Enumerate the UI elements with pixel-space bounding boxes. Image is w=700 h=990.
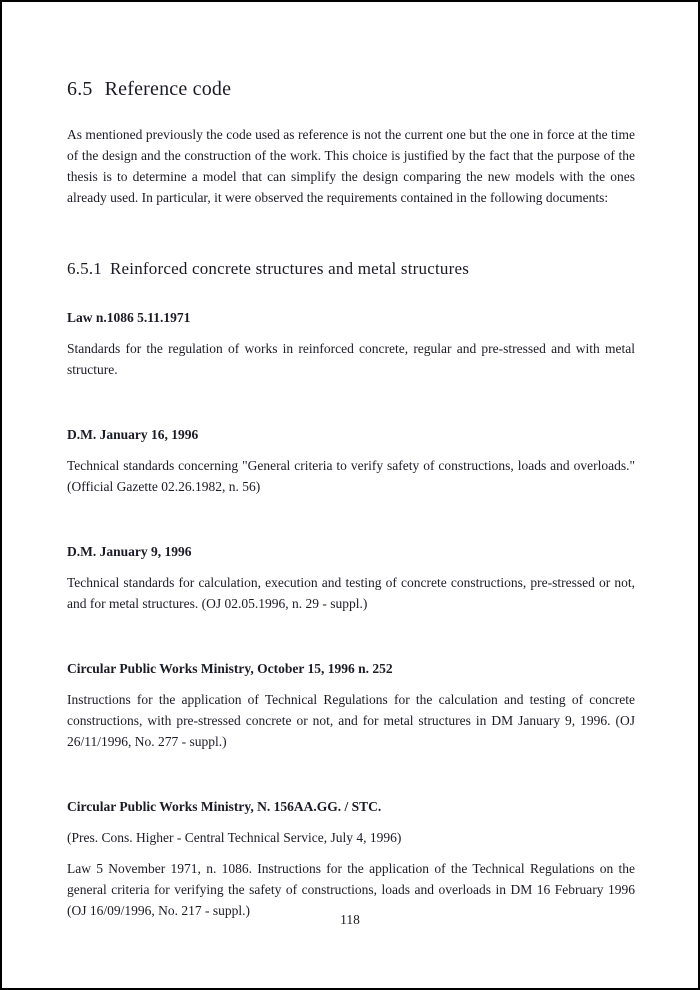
entry-paragraph: Technical standards concerning "General criteria to verify safety of constructions, loads and overloads." (Official Gazette 02.26.1982, n. 56) — [67, 458, 635, 494]
reference-entry-dm-jan-9-1996 — [67, 541, 635, 614]
entry-paragraph: Technical standards for calculation, execution and testing of concrete constructions, pre-stressed or not, and for metal structures. (OJ 02.05.1996, n. 29 - suppl.) — [67, 575, 635, 611]
section-intro-paragraph: As mentioned previously the code used as reference is not the current one but the one in force at the time of the design and the construction of the work. This choice is justified by the fact that the purpose of the thesis is to determine a model that can simplify the design comparing the new models with the ones already used. In particular, it were observed the requirements contained in the following documents: — [67, 127, 635, 205]
page-footer — [2, 912, 698, 928]
reference-entry-circular-oct-15-1996 — [67, 658, 635, 752]
page-number: 118 — [340, 912, 360, 927]
subsection-number: 6.5.1 — [67, 259, 102, 278]
entry-paragraph: Instructions for the application of Technical Regulations for the calculation and testing of concrete constructions, with pre-stressed concrete or not, and for metal structures in DM January 9, 1996. (OJ 26/11/1996, No. 277 - suppl.) — [67, 692, 635, 749]
subsection-heading — [67, 259, 635, 279]
entry-heading: Circular Public Works Ministry, October 15, 1996 n. 252 — [67, 661, 393, 676]
entry-heading: Circular Public Works Ministry, N. 156AA.GG. / STC. — [67, 799, 382, 814]
reference-entry-law-1086 — [67, 307, 635, 380]
section-title: Reference code — [104, 78, 232, 100]
entry-heading: Law n.1086 5.11.1971 — [67, 310, 191, 325]
reference-entry-circular-156aagg-stc — [67, 796, 635, 921]
subsection-title: Reinforced concrete structures and metal structures — [110, 259, 470, 278]
entry-paragraph: Standards for the regulation of works in reinforced concrete, regular and pre-stressed and with metal structure. — [67, 341, 635, 377]
entry-heading: D.M. January 9, 1996 — [67, 544, 192, 559]
entry-paragraph: Law 5 November 1971, n. 1086. Instructions for the application of the Technical Regulations on the general criteria for verifying the safety of constructions, loads and overloads in DM 16 February 1996 (OJ 16/09/1996, No. 217 - suppl.) — [67, 861, 635, 918]
entry-paragraph: (Pres. Cons. Higher - Central Technical Service, July 4, 1996) — [67, 830, 402, 845]
section-heading — [67, 78, 635, 101]
section-number: 6.5 — [67, 78, 93, 100]
entry-heading: D.M. January 16, 1996 — [67, 427, 199, 442]
document-page — [2, 2, 698, 988]
reference-entry-dm-jan-16-1996 — [67, 424, 635, 497]
